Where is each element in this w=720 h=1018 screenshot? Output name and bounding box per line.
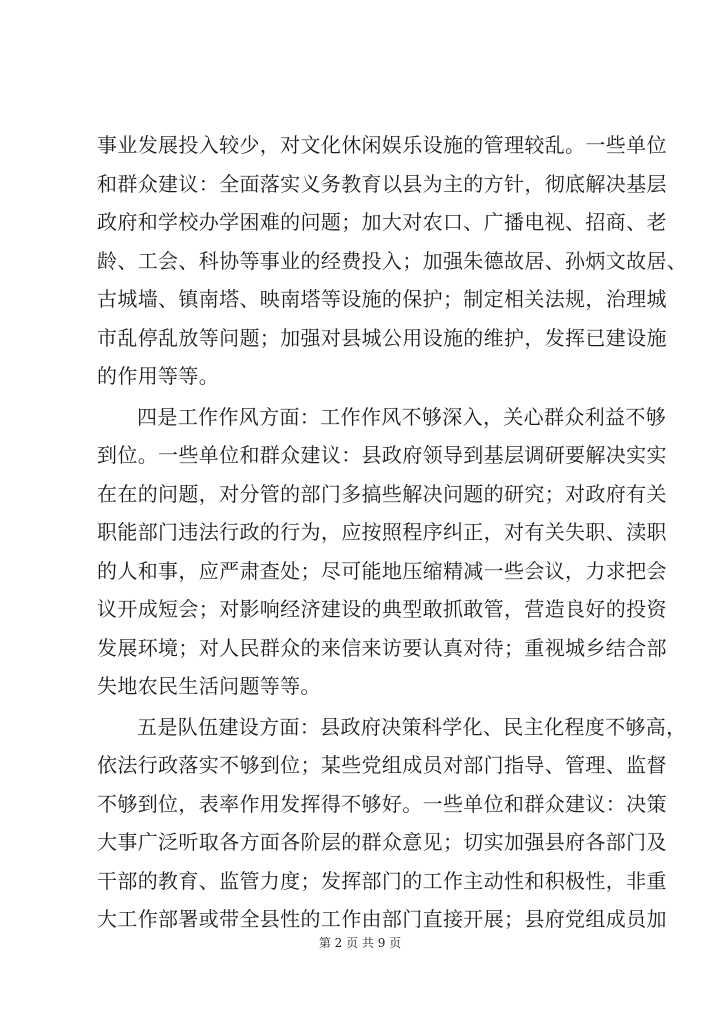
text-line: 职能部门违法行政的行为，应按照程序纠正，对有关失职、渎职: [97, 520, 667, 544]
text-line: 的作用等等。: [97, 364, 220, 388]
paragraph-team-building: [97, 708, 687, 939]
paragraph-work-style: [97, 398, 667, 706]
text-line: 依法行政落实不够到位；某些党组成员对部门指导、管理、监督: [97, 753, 667, 777]
text-line: 龄、工会、科协等事业的经费投入；加强朱德故居、孙炳文故居、: [97, 248, 688, 273]
text-line: 四是工作作风方面：工作作风不够深入，关心群众利益不够: [137, 404, 667, 429]
text-line: 古城墙、镇南塔、映南塔等设施的保护；制定相关法规，治理城: [97, 287, 667, 311]
text-line: 的人和事，应严肃查处；尽可能地压缩精减一些会议，力求把会: [97, 558, 667, 583]
paragraph-culture: [97, 126, 688, 396]
text-line: 事业发展投入较少，对文化休闲娱乐设施的管理较乱。一些单位: [97, 133, 667, 157]
text-line: 发展环境；对人民群众的来信来访要认真对待；重视城乡结合部: [97, 635, 667, 660]
text-line: 政府和学校办学困难的问题；加大对农口、广播电视、招商、老: [97, 210, 667, 234]
text-line: 大工作部署或带全县性的工作由部门直接开展；县府党组成员加: [97, 907, 667, 931]
text-line: 在在的问题，对分管的部门多搞些解决问题的研究；对政府有关: [97, 481, 667, 506]
text-line: 干部的教育、监管力度；发挥部门的工作主动性和积极性，非重: [97, 868, 667, 893]
text-line: 五是队伍建设方面：县政府决策科学化、民主化程度不够高，: [137, 714, 687, 739]
text-line: 大事广泛听取各方面各阶层的群众意见；切实加强县府各部门及: [97, 830, 667, 854]
text-line: 议开成短会；对影响经济建设的典型敢抓敢管，营造良好的投资: [97, 597, 667, 621]
text-line: 和群众建议：全面落实义务教育以县为主的方针，彻底解决基层: [97, 171, 667, 196]
text-line: 到位。一些单位和群众建议：县政府领导到基层调研要解决实实: [97, 443, 667, 467]
text-line: 市乱停乱放等问题；加强对县城公用设施的维护，发挥已建设施: [97, 325, 667, 350]
text-line: 不够到位，表率作用发挥得不够好。一些单位和群众建议：决策: [97, 791, 667, 816]
page-footer: 第 2 页 共 9 页: [318, 936, 402, 950]
document-body: [97, 126, 688, 939]
text-line: 失地农民生活问题等等。: [97, 674, 321, 698]
